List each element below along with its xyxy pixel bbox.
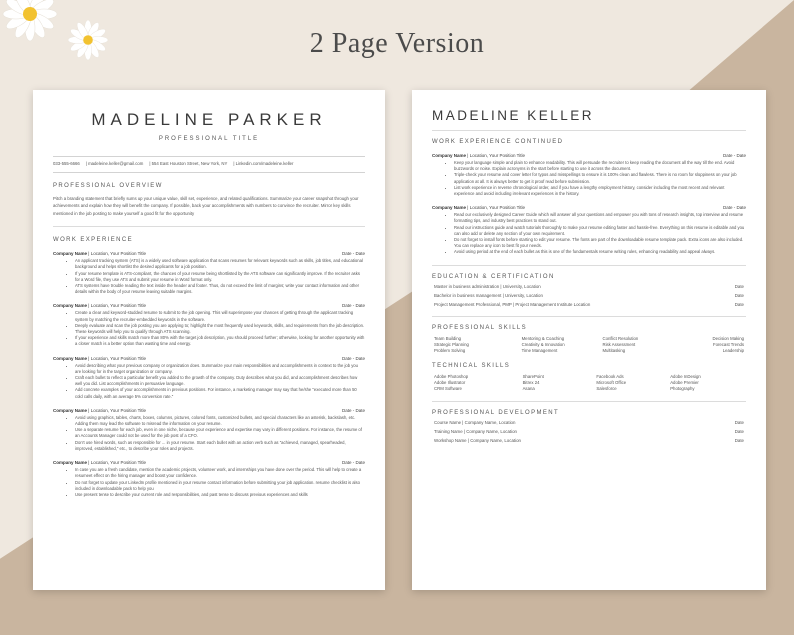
education-text: Project Management Professional, PMP | Project Management Institute Location <box>434 301 591 307</box>
job-bullet: • Use a separate resume for each job, even in one niche, because your experience and expertise may vary in different positions. For instance, the resume of an Accounts Manager could not be used for the job post of a CFO. <box>75 427 365 439</box>
section-heading-overview: PROFESSIONAL OVERVIEW <box>53 183 163 189</box>
job-detail: | Location, Your Position Title <box>467 153 525 158</box>
tech-skill-item: Adobe Illustrator <box>434 379 466 385</box>
job-entry <box>53 356 365 400</box>
contact-phone: 033-555-6666 <box>53 161 80 166</box>
skill-item: Decision Making <box>712 335 744 341</box>
skill-item: Problem Solving <box>434 347 466 353</box>
tech-skill-item: Adobe Premier <box>670 379 699 385</box>
job-date: Date - Date <box>722 205 746 211</box>
divider <box>53 226 365 227</box>
job-date: Date - Date <box>722 153 746 158</box>
job-date: Date - Date <box>341 407 365 413</box>
development-text: Training Name | Company Name, Location <box>434 428 517 434</box>
development-row <box>434 438 744 443</box>
contact-linkedin: Linkedin.com/madeleine.keller <box>235 161 294 166</box>
education-date: Date <box>734 301 744 307</box>
job-date: Date - Date <box>341 460 365 466</box>
education-row <box>434 293 744 298</box>
tech-skill-item: Adobe InDesign <box>670 373 701 379</box>
development-date: Date <box>734 437 744 443</box>
overview-text: Pitch a branding statement that briefly sums up your unique value, skill set, experience, and related qualifications. Summarize your career snapshot through your achievements and explain how they will benefit the company. If possible, back your accomplishments with numbers to convince the recruiter. Mirror key skills mentioned in the job posting to make yourself a good fit for the opportunity <box>53 196 359 216</box>
job-detail: | Location, Your Position Title <box>88 355 146 361</box>
job-bullet: • Craft each bullet to reflect a particular benefit you added to the growth of the company. Duty describes what you did, and accomplishment describes how well you did. List accomplishments in persuasive language. <box>75 375 365 387</box>
job-bullet: • Deeply evaluate and scan the job posting you are applying to; highlight the most frequently used keywords, skills, and requirements from the job description. These keywords will help you to qualify through ATS scanning. <box>75 323 365 335</box>
tech-skill-item: Adobe Photoshop <box>434 373 469 379</box>
skill-item: Leadership <box>722 347 744 353</box>
section-heading-technical: TECHNICAL SKILLS <box>432 362 511 369</box>
job-entry <box>432 153 746 197</box>
company-name: Company Name <box>53 355 88 361</box>
skill-item: Time Management <box>521 347 558 353</box>
divider <box>432 265 746 266</box>
professional-title: PROFESSIONAL TITLE <box>158 136 260 142</box>
job-bullet: • Don't use hired words, such as responsible for ... in your resume. Start each bullet with an action verb such as "achieved, managed, spearheaded, improved, established," etc., to describe your roles and projects. <box>75 440 365 452</box>
education-date: Date <box>734 292 744 298</box>
job-bullet: • If your experience and skills match more than 80% with the target job description, you should proceed further; otherwise, looking for another opportunity with a closer match is a better option than wasting time and energy. <box>75 335 365 347</box>
section-heading-education: EDUCATION & CERTIFICATION <box>432 273 555 280</box>
skill-item: Mentoring & Coaching <box>521 335 565 341</box>
education-row <box>434 302 744 307</box>
job-detail: | Location, Your Position Title <box>467 205 525 211</box>
job-bullet: • Avoid describing what your previous company or organization does. Summarize your main responsibilities and accomplishments in context to the job you are looking for in the target organization or company. <box>75 363 365 375</box>
job-entry <box>53 460 365 498</box>
development-date: Date <box>734 419 744 425</box>
tech-skill-item: Salesforce <box>596 385 617 391</box>
job-bullet: • Triple-check your resume and cover letter for typos and misspellings to ensure it is 100% clean and flawless. There is no room for sloppiness on your job application at all. It is always better to get it proof read before submission. <box>454 172 746 184</box>
section-heading-skills: PROFESSIONAL SKILLS <box>432 324 528 331</box>
education-row <box>434 284 744 289</box>
job-entry <box>53 303 365 347</box>
job-bullet: • Avoid using period at the end of each bullet as this is one of the fundamentals resume writing rules, enhancing readability and appeal always. <box>454 249 746 255</box>
resume-page-1 <box>33 90 385 590</box>
job-bullet: • Avoid using graphics, tables, charts, boxes, columns, pictures, colored fonts, customized bullets, and special characters like an asterisk, backslash, etc. Adding them may lead the software to misread the information on your resume. <box>75 415 365 427</box>
job-bullet: • Do not forget to update your LinkedIn profile mentioned in your resume contact information before submitting your job application. resume checklist is also included in downloadable pack to help you <box>75 480 365 492</box>
development-row <box>434 429 744 434</box>
resume-page-2 <box>412 90 766 590</box>
job-date: Date - Date <box>341 355 365 361</box>
tech-skill-item: Facebook Ads <box>596 373 624 379</box>
development-text: Workshop Name | Company Name, Location <box>434 437 521 443</box>
job-bullet: • In case you are a fresh candidate, mention the academic projects, volunteer work, and internships you have done over the period. This will help to create a resumeet effect on the hiring manager and boost your confidence. <box>75 467 365 479</box>
skill-item: Forecast Trends <box>712 341 744 347</box>
section-heading-work-continued: WORK EXPERIENCE CONTINUED <box>432 139 564 145</box>
contact-address: 554 East Houston Street, New York, NY <box>151 161 228 166</box>
job-detail: | Location, Your Position Title <box>88 303 146 309</box>
skill-item: Team Building <box>434 335 461 341</box>
skill-item: Conflict Resolution <box>602 335 639 341</box>
job-bullet: • An applicant tracking system (ATS) is a widely used software application that scans resumes for relevant keywords such as skills, job titles, and educational background and helps shortlist the desired applicants for a job position. <box>75 258 365 270</box>
job-bullet: • Keep your language simple and plain to enhance readability. This will persuade the recruiter to keep reading the document all the way till the end. Avoid buzzwords or noise. Explain acronyms in the start before starting to use it across the document. <box>454 160 746 172</box>
tech-skill-item: Asana <box>522 385 535 391</box>
company-name: Company Name <box>432 205 467 211</box>
skills-grid <box>434 336 744 354</box>
job-bullet: • Add concrete examples of your accomplishments in previous positions. For instance, a marketing manager may say that he/she "executed more than 50 cold calls daily, with an average 5% conversion rate." <box>75 387 365 399</box>
job-bullet: • Use present tense to describe your current role and responsibilities, and past tense to discuss previous experiences and skills <box>75 492 365 498</box>
divider <box>432 401 746 402</box>
education-text: Master in business administration | University, Location <box>434 283 541 289</box>
job-entry <box>53 251 365 295</box>
job-bullet: • Read our exclusively designed Career Guide which will answer all your questions and empower you with tons of research insights, top interview and resume formatting tips, and industry best practices to stand out. <box>454 212 746 224</box>
skill-item: Creativity & Innovation <box>521 341 565 347</box>
job-bullet: • If your resume template is ATS-compliant, the chances of your resume being shortlisted by the ATS software can significantly improve. If the recruiter asks for a Word file, they use ATS and submit your resume in Word format only. <box>75 271 365 283</box>
company-name: Company Name <box>53 303 88 309</box>
company-name: Company Name <box>432 153 467 158</box>
job-bullet: • Do not forget to install fonts before starting to edit your resume. The fonts are part of the downloadable resume template pack. Extra icons are also included. You can replace any icon to best fit your needs. <box>454 237 746 249</box>
tech-skill-item: Microsoft Office <box>596 379 627 385</box>
job-entry <box>53 408 365 452</box>
job-entry <box>432 205 746 255</box>
job-detail: | Location, Your Position Title <box>88 251 146 257</box>
job-bullet: • List work experience in reverse chronological order, and if you have a lengthy employment history, consider including the most recent and relevant experience and avoid including irrelevant experiences in the history. <box>454 185 746 197</box>
development-text: Course Name | Company Name, Location <box>434 419 516 425</box>
divider <box>432 316 746 317</box>
company-name: Company Name <box>53 460 88 466</box>
skill-item: Risk Assessment <box>602 341 636 347</box>
development-row <box>434 420 744 425</box>
tech-skill-item: SharePoint <box>522 373 544 379</box>
development-date: Date <box>734 428 744 434</box>
job-date: Date - Date <box>341 303 365 309</box>
tech-skill-item: CRM Software <box>434 385 462 391</box>
job-date: Date - Date <box>341 251 365 257</box>
contact-email: madeleine.keller@gmail.com <box>88 161 144 166</box>
headline: 2 Page Version <box>309 28 485 59</box>
education-date: Date <box>734 283 744 289</box>
job-bullet: • Read our instructions guide and watch tutorials thoroughly to make your resume editing faster and hassle-free. Everything on this resume is editable and you can also add or delete any section of your own requirement. <box>454 225 746 237</box>
company-name: Company Name <box>53 407 88 413</box>
job-bullet: • Create a clear and keyword-studded resume to submit to the job opening. This will superimpose your chances of getting through the applicant tracking system by matching the recruiter-embedded keywords in the software. <box>75 310 365 322</box>
section-heading-work: WORK EXPERIENCE <box>53 237 134 244</box>
job-bullet: • ATS systems have trouble reading the text inside the header and footer. Thus, do not exceed the limit of margins; write your contact information and other details within the body of your resume leaving suitable margins. <box>75 283 365 295</box>
divider <box>432 130 746 131</box>
technical-skills-grid <box>434 374 744 392</box>
contact-line: 033-555-6666 | madeleine.keller@gmail.com | 554 East Houston Street, New York, NY | Linkedin.com/madeleine.keller <box>53 161 365 173</box>
job-detail: | Location, Your Position Title <box>88 407 146 413</box>
divider <box>53 156 365 157</box>
education-text: Bachelor in business management | University, Location <box>434 292 543 298</box>
skill-item: Strategic Planning <box>434 341 469 347</box>
resume-name: MADELINE PARKER <box>91 110 327 129</box>
resume-name: MADELINE KELLER <box>432 108 595 123</box>
tech-skill-item: Bitrex 24 <box>522 379 540 385</box>
skill-item: Multitasking <box>602 347 626 353</box>
company-name: Company Name <box>53 251 88 257</box>
section-heading-development: PROFESSIONAL DEVELOPMENT <box>432 409 560 416</box>
tech-skill-item: Photography <box>670 385 695 391</box>
job-detail: | Location, Your Position Title <box>88 460 146 466</box>
